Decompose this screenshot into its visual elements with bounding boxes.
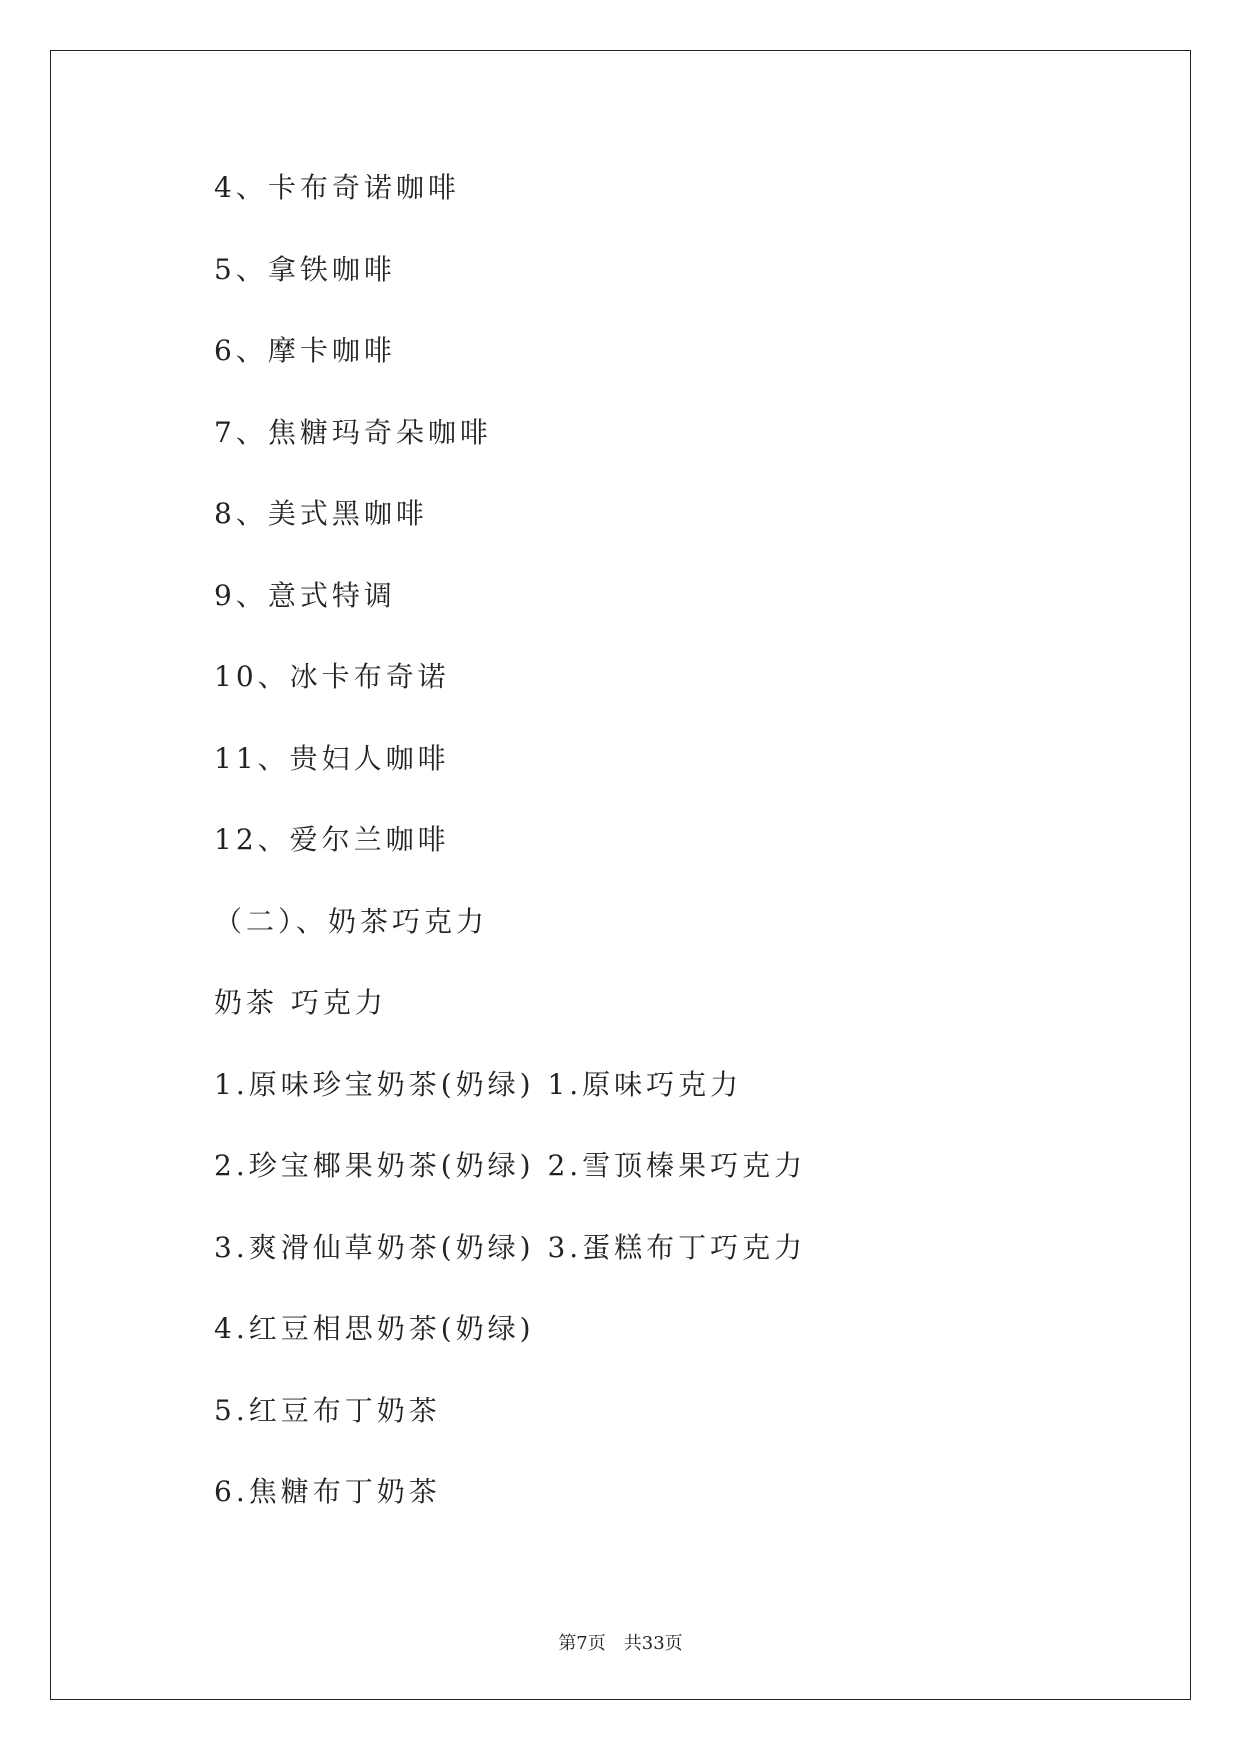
list-item: 2.珍宝椰果奶茶(奶绿) 2.雪顶榛果巧克力 xyxy=(214,1149,807,1182)
list-item: 6.焦糖布丁奶茶 xyxy=(214,1475,441,1508)
list-item: 8、美式黑咖啡 xyxy=(214,497,428,530)
list-item: 5.红豆布丁奶茶 xyxy=(214,1393,441,1427)
list-item: 7、焦糖玛奇朵咖啡 xyxy=(214,415,492,449)
list-item: 1.原味珍宝奶茶(奶绿) 1.原味巧克力 xyxy=(214,1067,743,1101)
list-item: 11、贵妇人咖啡 xyxy=(214,741,450,775)
document-body xyxy=(214,168,1114,1554)
list-item: 4.红豆相思奶茶(奶绿) xyxy=(214,1312,535,1345)
section-heading: （二）、奶茶巧克力 xyxy=(214,904,489,938)
list-item: 9、意式特调 xyxy=(214,578,396,612)
column-headers: 奶茶 巧克力 xyxy=(214,986,387,1019)
list-item: 4、卡布奇诺咖啡 xyxy=(214,171,460,204)
list-item: 6、摩卡咖啡 xyxy=(214,334,396,367)
page-number: 第7页 共33页 xyxy=(558,1633,683,1654)
list-item: 12、爱尔兰咖啡 xyxy=(214,823,450,856)
list-item: 5、拿铁咖啡 xyxy=(214,252,396,286)
list-item: 3.爽滑仙草奶茶(奶绿) 3.蛋糕布丁巧克力 xyxy=(214,1230,807,1264)
list-item: 10、冰卡布奇诺 xyxy=(214,660,450,693)
